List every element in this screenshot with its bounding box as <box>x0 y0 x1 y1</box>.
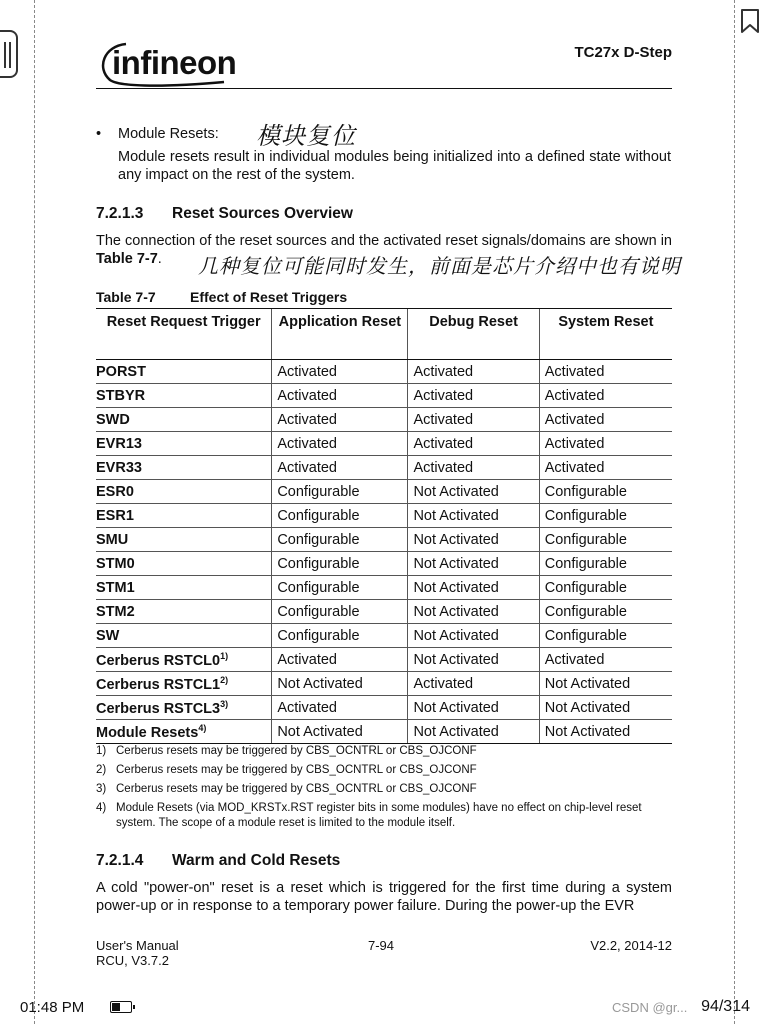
table-row <box>96 648 672 672</box>
table-reference[interactable]: Table 7-7 <box>96 251 158 267</box>
table-row <box>96 552 672 576</box>
table-footnotes <box>96 742 672 831</box>
table-row <box>96 696 672 720</box>
table-header: Reset Request Trigger <box>96 309 272 360</box>
section-number: 7.2.1.4 <box>96 852 144 869</box>
system-reset-cell: Activated <box>539 432 672 456</box>
trigger-cell: PORST <box>96 360 272 384</box>
application-reset-cell: Not Activated <box>272 672 408 696</box>
table-row <box>96 480 672 504</box>
system-reset-cell: Activated <box>539 384 672 408</box>
trigger-cell: Cerberus RSTCL3$^{3)}$ <box>96 696 272 720</box>
debug-reset-cell: Activated <box>408 360 539 384</box>
debug-reset-cell: Not Activated <box>408 504 539 528</box>
table-header: Application Reset <box>272 309 408 360</box>
right-margin-guide <box>734 0 735 1024</box>
system-reset-cell: Activated <box>539 648 672 672</box>
table-row <box>96 384 672 408</box>
system-reset-cell: Activated <box>539 456 672 480</box>
debug-reset-cell: Not Activated <box>408 528 539 552</box>
debug-reset-cell: Activated <box>408 456 539 480</box>
application-reset-cell: Activated <box>272 648 408 672</box>
application-reset-cell: Configurable <box>272 504 408 528</box>
footer-page-number: 7-94 <box>368 938 395 953</box>
table-row <box>96 672 672 696</box>
application-reset-cell: Activated <box>272 384 408 408</box>
table-header: Debug Reset <box>408 309 539 360</box>
trigger-cell: EVR13 <box>96 432 272 456</box>
debug-reset-cell: Activated <box>408 672 539 696</box>
trigger-cell: ESR1 <box>96 504 272 528</box>
system-reset-cell: Not Activated <box>539 696 672 720</box>
system-reset-cell: Not Activated <box>539 672 672 696</box>
application-reset-cell: Activated <box>272 360 408 384</box>
debug-reset-cell: Not Activated <box>408 648 539 672</box>
trigger-cell: SMU <box>96 528 272 552</box>
trigger-cell: STM1 <box>96 576 272 600</box>
application-reset-cell: Configurable <box>272 552 408 576</box>
trigger-cell: SWD <box>96 408 272 432</box>
debug-reset-cell: Activated <box>408 408 539 432</box>
trigger-cell: STM2 <box>96 600 272 624</box>
debug-reset-cell: Not Activated <box>408 720 539 744</box>
infineon-logo: infineon <box>112 44 237 81</box>
footnote: 2) Cerberus resets may be triggered by CBS_OCNTRL or CBS_OJCONF <box>96 764 477 776</box>
debug-reset-cell: Not Activated <box>408 624 539 648</box>
trigger-cell: STM0 <box>96 552 272 576</box>
trigger-cell: Cerberus RSTCL1$^{2)}$ <box>96 672 272 696</box>
table-caption: Table 7-7 Effect of Reset Triggers <box>96 289 348 305</box>
application-reset-cell: Activated <box>272 432 408 456</box>
section-intro-text: The connection of the reset sources and the activated reset signals/domains are shown in Table 7-7. <box>96 233 672 267</box>
application-reset-cell: Configurable <box>272 600 408 624</box>
battery-icon <box>110 1001 132 1013</box>
document-title: TC27x D-Step <box>574 44 672 61</box>
module-resets-description: Module resets result in individual modules being initialized into a defined state without any impact on the rest of the system. <box>118 149 671 183</box>
status-time: 01:48 PM <box>20 999 85 1016</box>
table-row <box>96 528 672 552</box>
application-reset-cell: Not Activated <box>272 720 408 744</box>
system-reset-cell: Configurable <box>539 504 672 528</box>
section-number: 7.2.1.3 <box>96 205 144 222</box>
table-header: System Reset <box>539 309 672 360</box>
system-reset-cell: Configurable <box>539 480 672 504</box>
application-reset-cell: Activated <box>272 456 408 480</box>
table-row <box>96 456 672 480</box>
table-row <box>96 720 672 744</box>
debug-reset-cell: Activated <box>408 384 539 408</box>
system-reset-cell: Activated <box>539 408 672 432</box>
footnote: 3) Cerberus resets may be triggered by CBS_OCNTRL or CBS_OJCONF <box>96 783 477 795</box>
trigger-cell: SW <box>96 624 272 648</box>
handwritten-note-module-reset: 模块复位 <box>256 122 356 150</box>
application-reset-cell: Configurable <box>272 480 408 504</box>
bookmark-icon[interactable] <box>740 8 760 34</box>
trigger-cell: STBYR <box>96 384 272 408</box>
system-reset-cell: Configurable <box>539 528 672 552</box>
system-reset-cell: Configurable <box>539 600 672 624</box>
reset-triggers-table <box>96 308 672 744</box>
table-row <box>96 576 672 600</box>
application-reset-cell: Configurable <box>272 528 408 552</box>
trigger-cell: ESR0 <box>96 480 272 504</box>
debug-reset-cell: Activated <box>408 432 539 456</box>
debug-reset-cell: Not Activated <box>408 600 539 624</box>
system-reset-cell: Configurable <box>539 552 672 576</box>
footer-manual: User's Manual RCU, V3.7.2 <box>96 938 179 968</box>
debug-reset-cell: Not Activated <box>408 552 539 576</box>
system-reset-cell: Configurable <box>539 576 672 600</box>
table-row <box>96 600 672 624</box>
debug-reset-cell: Not Activated <box>408 576 539 600</box>
system-reset-cell: Activated <box>539 360 672 384</box>
trigger-cell: Module Resets$^{4)}$ <box>96 720 272 744</box>
side-panel-handle[interactable] <box>0 30 18 78</box>
debug-reset-cell: Not Activated <box>408 480 539 504</box>
application-reset-cell: Activated <box>272 408 408 432</box>
footnote: 4) Module Resets (via MOD_KRSTx.RST register bits in some modules) have no effect on chip-level reset system. The scope of a module reset is limited to the module itself. <box>96 802 642 829</box>
section-title: Warm and Cold Resets <box>172 852 341 869</box>
trigger-cell: Cerberus RSTCL0$^{1)}$ <box>96 648 272 672</box>
left-margin-guide <box>34 0 35 1024</box>
header-rule <box>96 88 672 89</box>
application-reset-cell: Activated <box>272 696 408 720</box>
application-reset-cell: Configurable <box>272 576 408 600</box>
page-counter[interactable]: 94/314 <box>701 998 750 1015</box>
system-reset-cell: Not Activated <box>539 720 672 744</box>
table-row <box>96 360 672 384</box>
debug-reset-cell: Not Activated <box>408 696 539 720</box>
trigger-cell: EVR33 <box>96 456 272 480</box>
table-row <box>96 624 672 648</box>
system-reset-cell: Configurable <box>539 624 672 648</box>
section-body-text: A cold "power-on" reset is a reset which is triggered for the first time during a system power-up or in response to a temporary power failure. During the power-up the EVR <box>96 880 672 914</box>
table-row <box>96 504 672 528</box>
table-row <box>96 432 672 456</box>
watermark: CSDN @gr... <box>612 1000 688 1015</box>
application-reset-cell: Configurable <box>272 624 408 648</box>
handwritten-note-simultaneous-resets: 几种复位可能同时发生，前面是芯片介绍中也有说明 <box>198 254 681 278</box>
footer-version: V2.2, 2014-12 <box>590 938 672 953</box>
footnote: 1) Cerberus resets may be triggered by CBS_OCNTRL or CBS_OJCONF <box>96 745 477 757</box>
section-title: Reset Sources Overview <box>172 205 353 222</box>
table-row <box>96 408 672 432</box>
